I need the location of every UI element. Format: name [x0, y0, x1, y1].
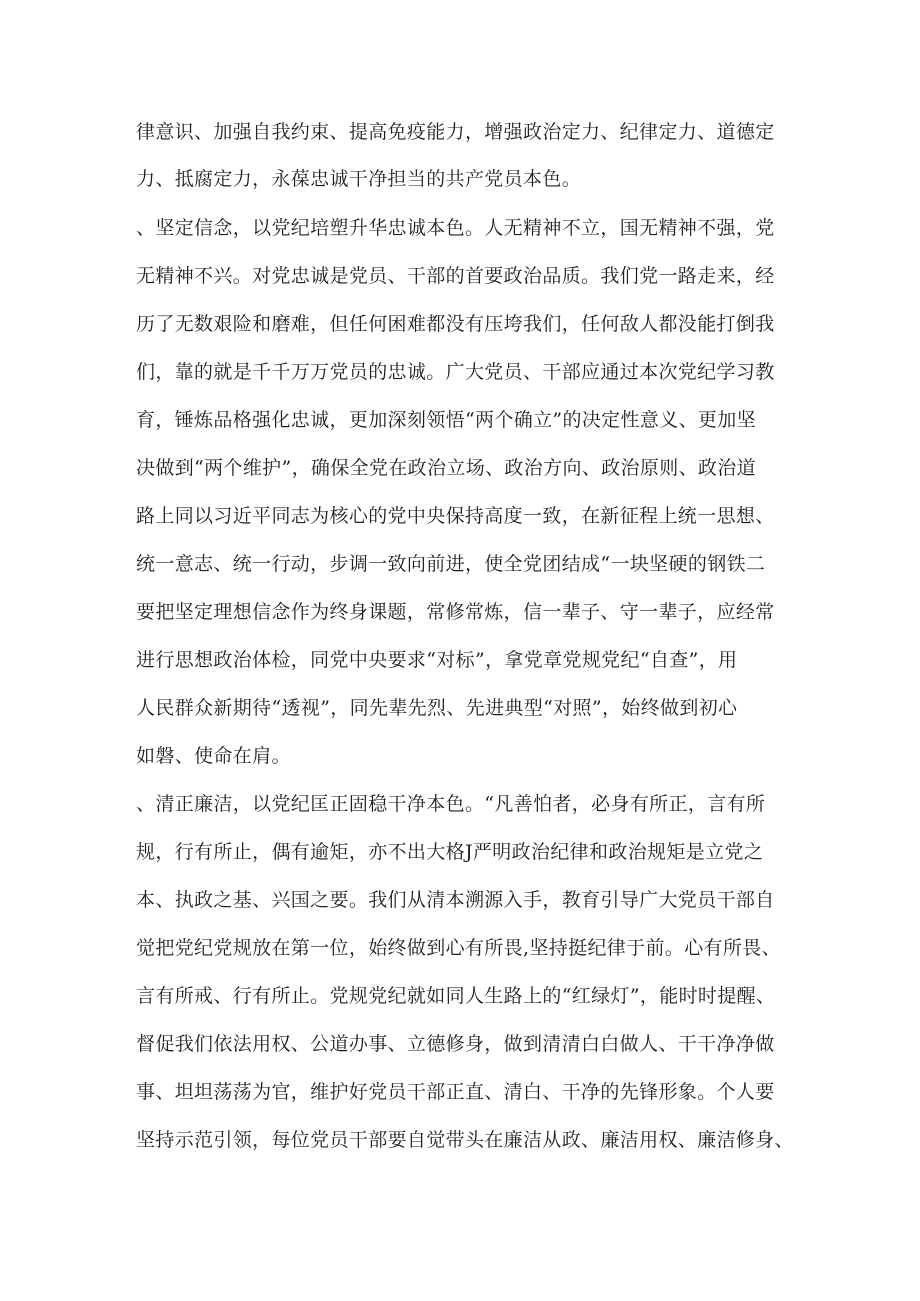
text-line-5: 历了无数艰险和磨难，但任何困难都没有压垮我们，任何敌人都没能打倒我	[136, 313, 775, 335]
text-line-7: 育，锤炼品格强化忠诚，更加深刻领悟“两个确立”的决定性意义、更加坚	[136, 409, 756, 431]
text-line-18: 觉把党纪党规放在第一位，始终做到心有所畏,坚持挺纪律于前。心有所畏、	[136, 937, 781, 959]
text-line-19: 言有所戒、行有所止。党规党纪就如同人生路上的“红绿灯”，能时时提醒、	[136, 985, 776, 1007]
text-line-4: 无精神不兴。对党忠诚是党员、干部的首要政治品质。我们党一路走来，经	[136, 265, 775, 287]
text-line-10: 统一意志、统一行动，步调一致向前进，使全党团结成“一块坚硬的钢铁二	[136, 553, 766, 575]
text-line-22: 坚持示范引领，每位党员干部要自觉带头在廉洁从政、廉洁用权、廉洁修身、	[136, 1129, 794, 1151]
text-line-11: 要把坚定理想信念作为终身课题，常修常炼，信一辈子、守一辈子，应经常	[136, 601, 775, 623]
text-line-2: 力、抵腐定力，永葆忠诚干净担当的共产党员本色。	[136, 168, 582, 190]
text-line-8: 决做到“两个维护”，确保全党在政治立场、政治方向、政治原则、政治道	[136, 457, 756, 479]
text-line-9: 路上同以习近平同志为核心的党中央保持高度一致，在新征程上统一思想、	[136, 505, 775, 527]
text-line-6: 们，靠的就是千千万万党员的忠诚。广大党员、干部应通过本次党纪学习教	[136, 361, 775, 383]
text-line-16: 规，行有所止，偶有逾矩，亦不出大格J严明政治纪律和政治规矩是立党之	[136, 841, 764, 863]
text-line-21: 事、坦坦荡荡为官，维护好党员干部正直、清白、干净的先锋形象。个人要	[136, 1081, 775, 1103]
text-line-13: 人民群众新期待“透视”，同先辈先烈、先进典型“对照”，始终做到初心	[136, 697, 738, 719]
text-line-17: 本、执政之基、兴国之要。我们从清本溯源入手，教育引导广大党员干部自	[136, 889, 775, 911]
text-line-1: 律意识、加强自我约束、提高免疫能力，增强政治定力、纪律定力、道德定	[136, 121, 775, 143]
text-line-14: 如磐、使命在肩。	[136, 745, 291, 767]
text-line-20: 督促我们依法用权、公道办事、立德修身，做到清清白白做人、干干净净做	[136, 1033, 775, 1055]
text-line-3: 、坚定信念，以党纪培塑升华忠诚本色。人无精神不立，国无精神不强，党	[136, 217, 775, 239]
text-line-12: 进行思想政治体检，同党中央要求“对标”，拿党章党规党纪“自查”，用	[136, 649, 738, 671]
text-line-15: 、清正廉洁，以党纪匡正固稳干净本色。“凡善怕者，必身有所正，言有所	[136, 793, 766, 815]
